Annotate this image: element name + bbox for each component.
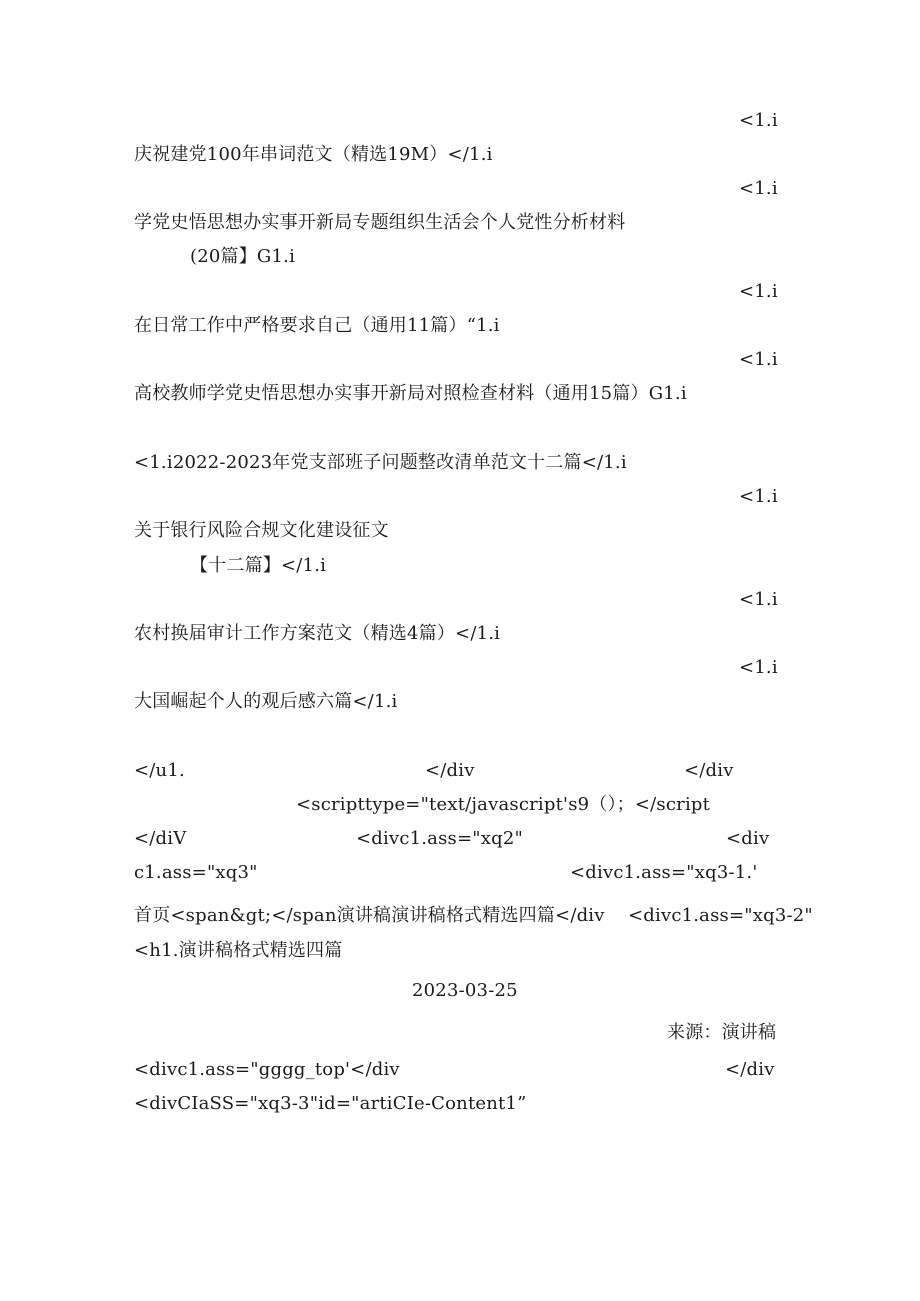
code-fragment: <divc1.ass="xq2" [356, 828, 523, 849]
list-item-text: 关于银行风险合规文化建设征文 [134, 520, 389, 541]
code-fragment: </div [684, 760, 734, 781]
list-item-text: 农村换届审计工作方案范文（精选4篇）</1.i [134, 623, 501, 644]
code-fragment: <divc1.ass="gggg_top'</div [134, 1059, 400, 1080]
article-date: 2023-03-25 [412, 980, 518, 1001]
list-item-open-tag: <1.i [739, 110, 778, 131]
list-item-open-tag: <1.i [739, 657, 778, 678]
list-item-text: 庆祝建党100年串词范文（精选19M）</1.i [134, 144, 493, 165]
code-fragment: <divc1.ass="xq3-1.' [570, 862, 758, 883]
code-fragment: <divc1.ass="xq3-2" [628, 905, 813, 926]
list-item-open-tag: <1.i [739, 281, 778, 302]
list-item-text: <1.i2022-2023年党支部班子问题整改清单范文十二篇</1.i [134, 452, 627, 473]
code-fragment: </div [425, 760, 475, 781]
code-fragment: <div [726, 828, 770, 849]
list-item-text: 在日常工作中严格要求自己（通用11篇）“1.i [134, 315, 500, 336]
code-fragment: </diV [134, 828, 187, 849]
list-item-open-tag: <1.i [739, 349, 778, 370]
code-fragment: c1.ass="xq3" [134, 862, 258, 883]
article-source: 来源：演讲稿 [667, 1022, 777, 1043]
list-item-open-tag: <1.i [739, 589, 778, 610]
code-fragment: </u1. [134, 760, 185, 781]
list-item-open-tag: <1.i [739, 178, 778, 199]
article-heading: <h1.演讲稿格式精选四篇 [134, 940, 343, 961]
list-item-open-tag: <1.i [739, 486, 778, 507]
list-item-text: 大国崛起个人的观后感六篇</1.i [134, 691, 398, 712]
code-fragment: <divCIaSS="xq3-3"id="artiCIe-Content1” [134, 1093, 527, 1114]
list-item-text-continued: (20篇】G1.i [190, 246, 296, 267]
code-fragment: </div [725, 1059, 775, 1080]
list-item-text-continued: 【十二篇】</1.i [190, 555, 327, 576]
list-item-text: 高校教师学党史悟思想办实事开新局对照检查材料（通用15篇）G1.i [134, 383, 687, 404]
list-item-text: 学党史悟思想办实事开新局专题组织生活会个人党性分析材料 [134, 212, 626, 233]
breadcrumb-text: 首页<span&gt;</span演讲稿演讲稿格式精选四篇</div [134, 905, 605, 926]
code-fragment: <scripttype="text/javascript's9（）；</script [296, 794, 711, 815]
